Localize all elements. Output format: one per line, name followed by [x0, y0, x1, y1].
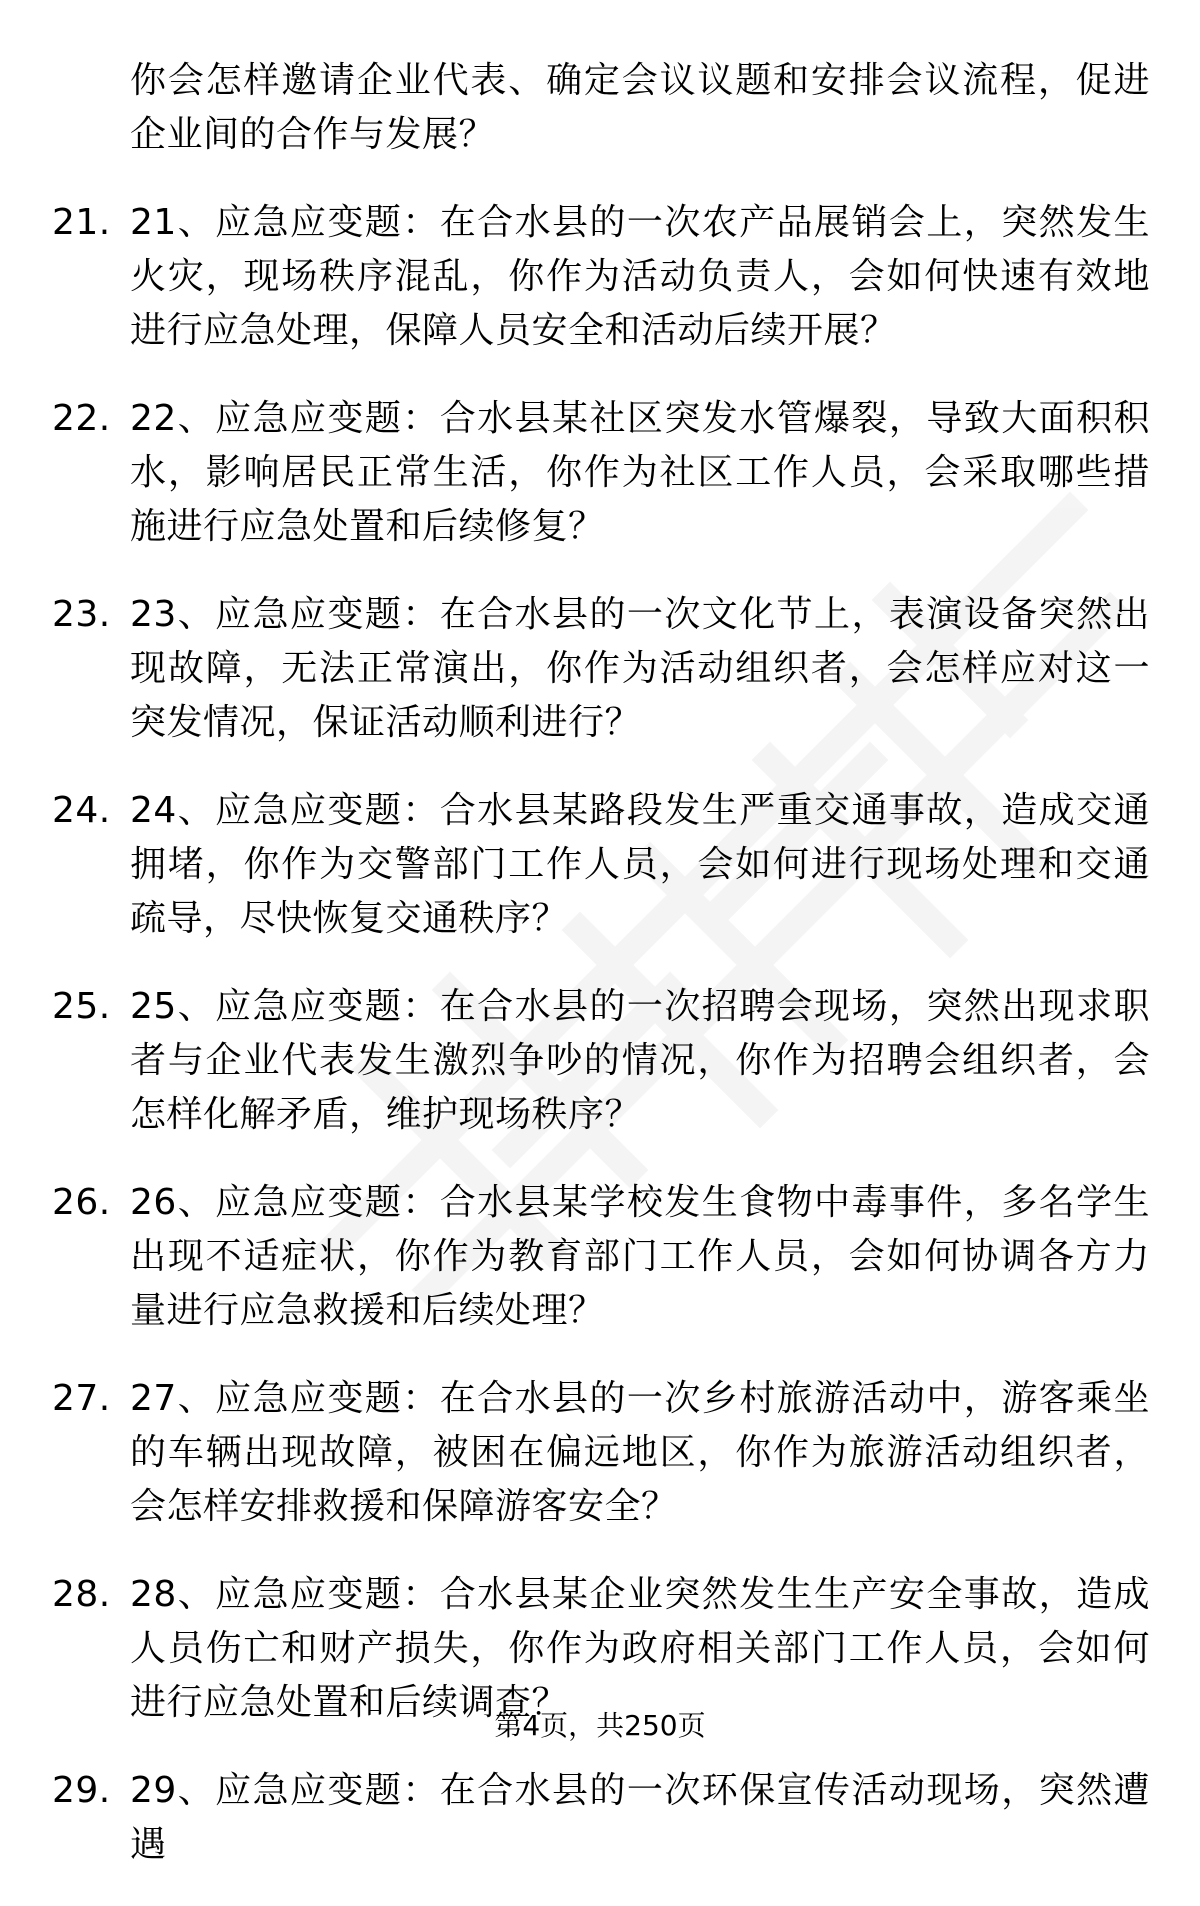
- question-item: [0, 784, 1200, 946]
- page-footer: [0, 1708, 1200, 1744]
- question-text: 24、应急应变题：合水县某路段发生严重交通事故，造成交通拥堵，你作为交警部门工作人员，会如何进行现场处理和交通疏导，尽快恢复交通秩序？: [130, 790, 1150, 939]
- page-number-label: 第4页，共250页: [494, 1709, 706, 1742]
- question-number: 29.: [52, 1770, 111, 1811]
- question-item: [0, 196, 1200, 358]
- question-text: 23、应急应变题：在合水县的一次文化节上，表演设备突然出现故障，无法正常演出，你作为活动组织者，会怎样应对这一突发情况，保证活动顺利进行？: [130, 594, 1150, 743]
- question-item: [0, 392, 1200, 554]
- question-list: [0, 196, 1200, 1872]
- question-text: 28、应急应变题：合水县某企业突然发生生产安全事故，造成人员伤亡和财产损失，你作为政府相关部门工作人员，会如何进行应急处置和后续调查？: [130, 1574, 1150, 1723]
- question-number: 25.: [52, 986, 111, 1027]
- question-number: 27.: [52, 1378, 111, 1419]
- question-number: 22.: [52, 398, 111, 439]
- question-text: 26、应急应变题：合水县某学校发生食物中毒事件，多名学生出现不适症状，你作为教育部门工作人员，会如何协调各方力量进行应急救援和后续处理？: [130, 1182, 1150, 1331]
- question-text: 25、应急应变题：在合水县的一次招聘会现场，突然出现求职者与企业代表发生激烈争吵的情况，你作为招聘会组织者，会怎样化解矛盾，维护现场秩序？: [130, 986, 1150, 1135]
- question-item: [0, 1176, 1200, 1338]
- document-content: [0, 54, 1200, 1906]
- question-item: [0, 588, 1200, 750]
- question-text: 27、应急应变题：在合水县的一次乡村旅游活动中，游客乘坐的车辆出现故障，被困在偏远地区，你作为旅游活动组织者，会怎样安排救援和保障游客安全？: [130, 1378, 1150, 1527]
- question-text: 29、应急应变题：在合水县的一次环保宣传活动现场，突然遭遇: [130, 1770, 1150, 1865]
- question-item: [0, 980, 1200, 1142]
- question-number: 21.: [52, 202, 111, 243]
- question-text: 21、应急应变题：在合水县的一次农产品展销会上，突然发生火灾，现场秩序混乱，你作为活动负责人，会如何快速有效地进行应急处理，保障人员安全和活动后续开展？: [130, 202, 1150, 351]
- question-item: [0, 1764, 1200, 1872]
- question-item: [0, 1372, 1200, 1534]
- question-number: 28.: [52, 1574, 111, 1615]
- question-number: 26.: [52, 1182, 111, 1223]
- question-item: [0, 1568, 1200, 1730]
- question-number: 24.: [52, 790, 111, 831]
- continued-question-text: 你会怎样邀请企业代表、确定会议议题和安排会议流程，促进企业间的合作与发展？: [130, 60, 1150, 155]
- question-number: 23.: [52, 594, 111, 635]
- question-text: 22、应急应变题：合水县某社区突发水管爆裂，导致大面积积水，影响居民正常生活，你作为社区工作人员，会采取哪些措施进行应急处置和后续修复？: [130, 398, 1150, 547]
